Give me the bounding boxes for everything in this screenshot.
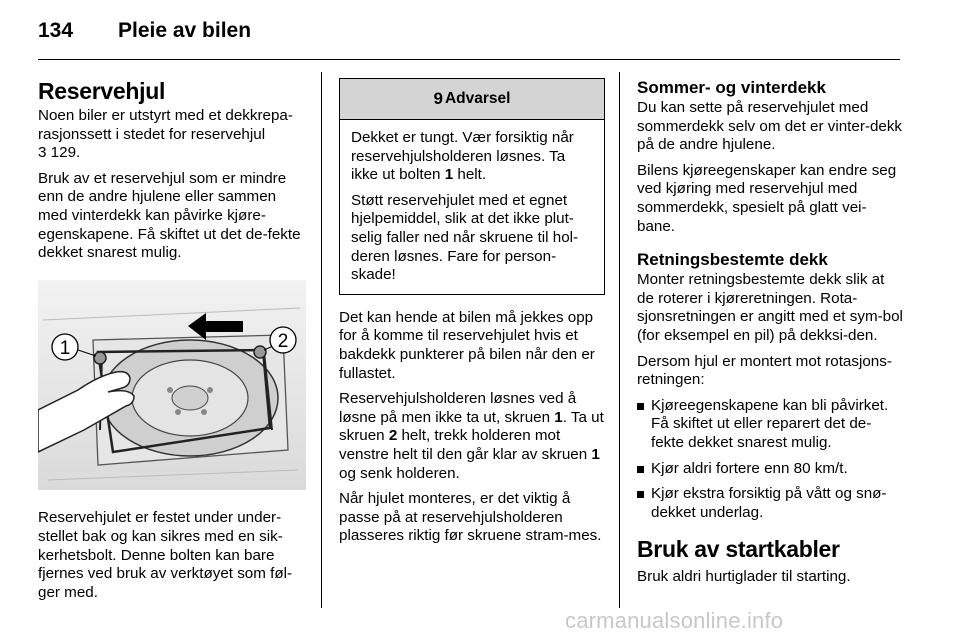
column-divider-2 [619, 72, 620, 608]
lug-hole [175, 409, 181, 415]
warning-box [339, 78, 605, 295]
warning-paragraph: Støtt reservehjulet med et egnet hjelpemiddel, slik at det ikke plut-selig faller ned når skruene til hol-deren løsnes. Fare for person-skade! [351, 191, 579, 284]
callout-label-2: 2 [277, 330, 289, 352]
paragraph [38, 107, 306, 163]
page-title: Pleie av bilen [118, 19, 252, 42]
wheel-hub [172, 386, 208, 410]
lug-hole [201, 409, 207, 415]
bolt-2 [254, 346, 266, 358]
paragraph: Når hjulet monteres, er det viktig å passe på at reservehjulsholderen plasseres riktig før skruene stram-mes. [339, 490, 602, 545]
watermark: carmanualsonline.info [565, 608, 784, 633]
warning-paragraph: Dekket er tungt. Vær forsiktig når reservehjulsholderen løsnes. Ta ikke ut bolten 1 helt. [351, 129, 574, 184]
paragraph-text: Noen biler er utstyrt med et dekkrepa-rasjonssett i stedet for reservehjul [38, 107, 293, 143]
warning-body [340, 120, 604, 294]
paragraph: Du kan sette på reservehjulet med sommerdekk selv om det er vinter-dekk på de andre hjulene. [637, 99, 903, 154]
page-number: 134 [38, 19, 74, 42]
spare-wheel-illustration [38, 280, 306, 490]
bullet-square-icon [637, 466, 644, 473]
section-heading-reservehjul: Reservehjul [38, 78, 166, 104]
bullet-list [637, 397, 903, 523]
section-heading-startkabler: Bruk av startkabler [637, 536, 840, 563]
paragraph: Bilens kjøreegenskaper kan endre seg ved kjøring med reservehjul med sommerdekk, spesielt på glatt vei-bane. [637, 161, 897, 235]
paragraph: Det kan hende at bilen må jekkes opp for å komme til reservehjulet hvis et bakdekk punkterer på bilen når den er fullastet. [339, 308, 595, 382]
header-rule [38, 59, 900, 60]
warning-triangle-icon: 9 [433, 88, 443, 108]
bullet-square-icon [637, 491, 644, 498]
warning-header [340, 79, 604, 120]
subheading-sommer-vinterdekk: Sommer- og vinterdekk [637, 78, 826, 97]
callout-label-1: 1 [59, 337, 71, 359]
paragraph: Dersom hjul er montert mot rotasjons-retningen: [637, 352, 892, 389]
paragraph: Reservehjulsholderen løsnes ved å løsne på men ikke ta ut, skruen 1. Ta ut skruen 2 helt, trekk holderen mot venstre helt til den går klar av skruen 1 og senk holderen. [339, 390, 604, 482]
lug-hole [207, 387, 213, 393]
column-1 [38, 78, 306, 609]
paragraph: Monter retningsbestemte dekk slik at de roterer i kjøreretningen. Rota-sjonsretningen er angitt med et sym-bol (for eksempel en pil) på dekksi-den. [637, 271, 903, 344]
column-3 [637, 78, 903, 594]
bullet-square-icon [637, 403, 644, 410]
reference-arrow-icon: 3 [38, 144, 47, 162]
list-item: Kjøreegenskapene kan bli påvirket. Få skiftet ut eller reparert det de-fekte dekket snarest mulig. [637, 397, 903, 453]
list-item: Kjør aldri fortere enn 80 km/t. [637, 460, 903, 479]
bolt-1 [94, 352, 106, 364]
paragraph: Bruk av et reservehjul som er mindre enn de andre hjulene eller sammen med vinterdekk kan påvirke kjøre-egenskapene. Få skiftet ut det de-fekte dekket snarest mulig. [38, 169, 301, 262]
subheading-retningsbestemte-dekk: Retningsbestemte dekk [637, 250, 828, 270]
warning-title: Advarsel [444, 89, 511, 107]
list-item: Kjør ekstra forsiktig på vått og snø-dekket underlag. [637, 485, 903, 522]
reference-page: 129. [46, 144, 81, 162]
column-2 [339, 78, 605, 553]
paragraph: Bruk aldri hurtiglader til starting. [637, 568, 851, 586]
paragraph: Reservehjulet er festet under under-stellet bak og kan sikres med en sik-kerhetsbolt. Denne bolten kan bare fjernes ved bruk av verktøyet som føl-ger med. [38, 509, 293, 601]
column-divider-1 [321, 72, 322, 608]
lug-hole [167, 387, 173, 393]
page-reference-link[interactable] [38, 144, 80, 161]
